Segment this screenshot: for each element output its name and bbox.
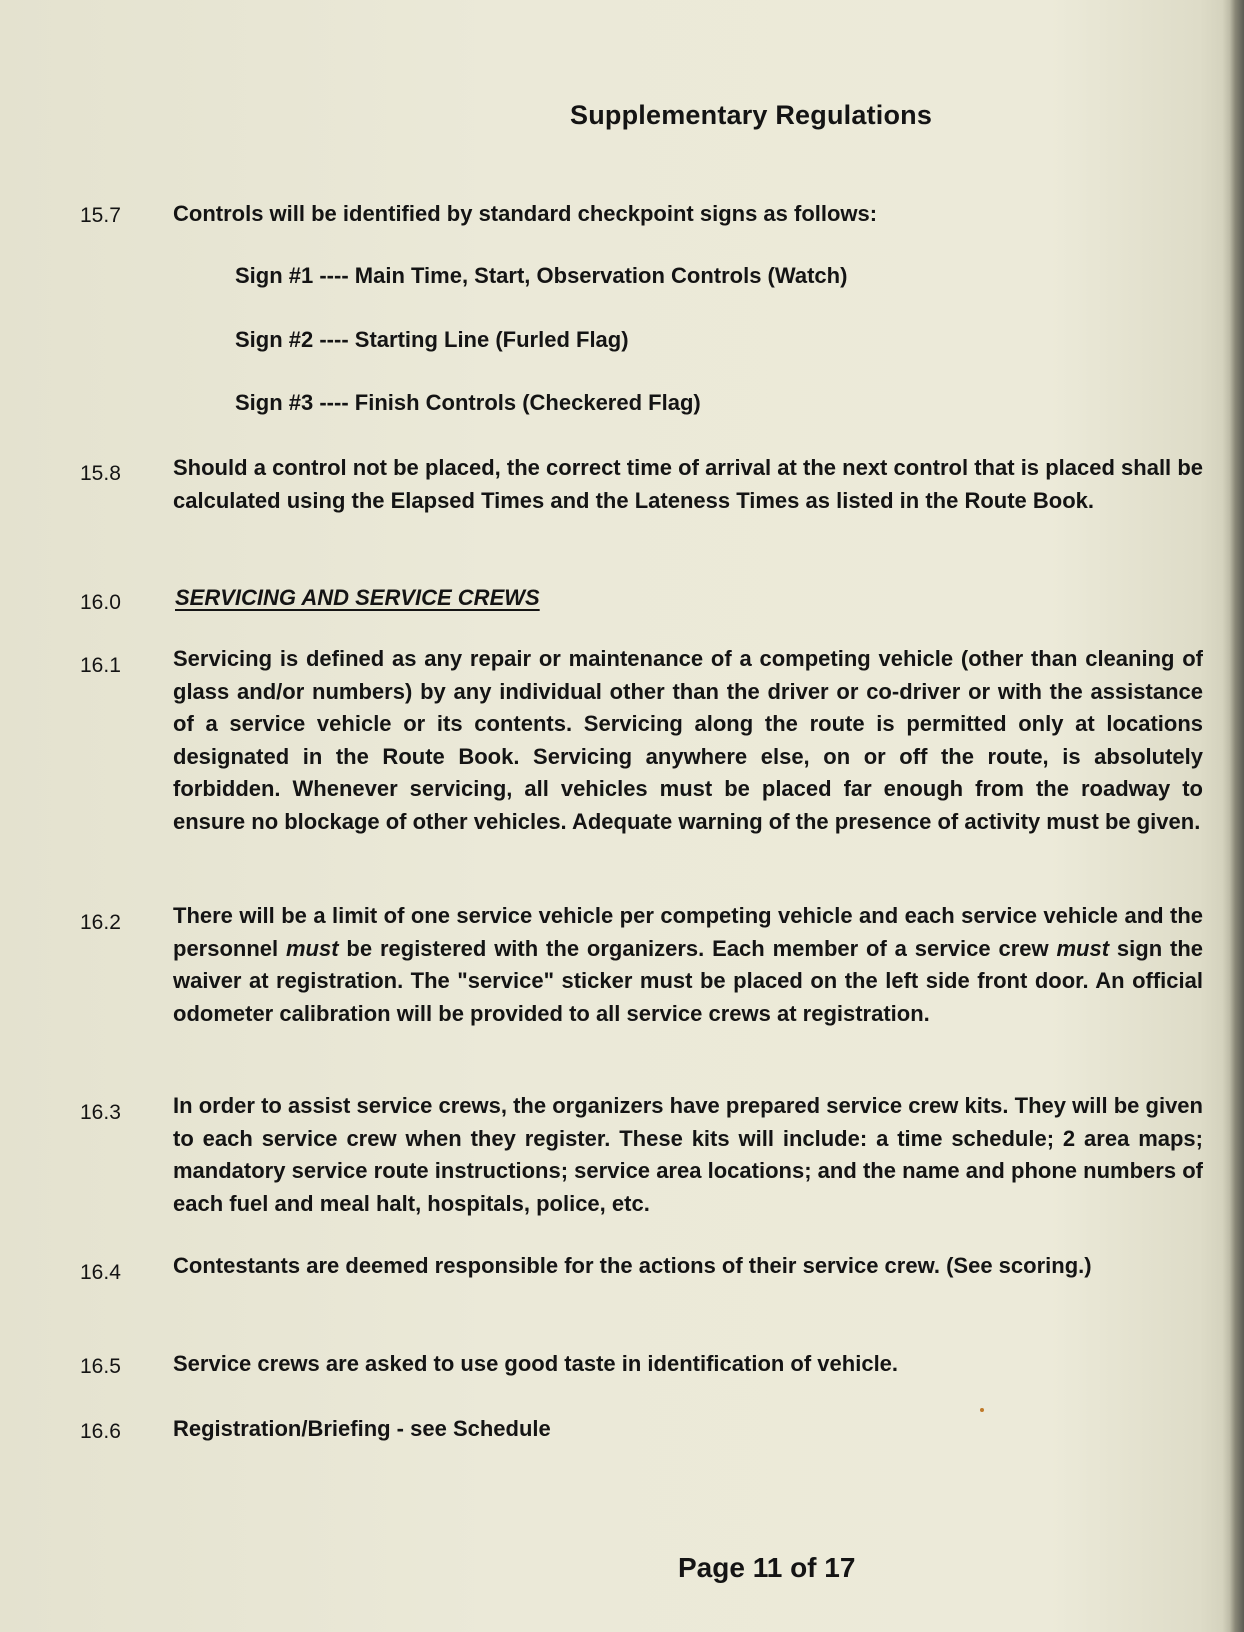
section-text-16-5: Service crews are asked to use good taste in identification of vehicle. — [173, 1351, 899, 1376]
section-text-15-7: Controls will be identified by standard checkpoint signs as follows: — [173, 201, 878, 226]
section-text-16-3: In order to assist service crews, the organizers have prepared service crew kits. They will be given to each service crew when they register. These kits will include: a time schedule; 2 area maps; mandatory service route instructions; service area locations; and the name and phone numbers of each fuel and meal halt, hospitals, police, etc. — [173, 1093, 1203, 1216]
section-text-16-2-part-c: sign the waiver at registration. The "service" sticker must be placed on the left side front door. An official odometer calibration will be provided to all service crews at registration. — [173, 935, 1203, 1026]
section-text-16-2-part-b: be registered with the organizers. Each member of a service crew — [338, 935, 1057, 961]
section-number-16-4: 16.4 — [80, 1261, 121, 1284]
emphasis-must-1: must — [286, 935, 339, 961]
section-text-16-1: Servicing is defined as any repair or maintenance of a competing vehicle (other than cleaning of glass and/or numbers) by any individual other than the driver or co-driver or with the assistance of a service vehicle or its contents. Servicing along the route is permitted only at locations designated in the Route Book. Servicing anywhere else, on or off the route, is absolutely forbidden. Whenever servicing, all vehicles must be placed far enough from the roadway to ensure no blockage of other vehicles. Adequate warning of the presence of activity must be given. — [173, 646, 1203, 834]
section-number-16-5: 16.5 — [80, 1355, 121, 1378]
section-heading-servicing: SERVICING AND SERVICE CREWS — [175, 585, 540, 610]
ink-speck — [980, 1408, 984, 1412]
sign-item-3: Sign #3 ---- Finish Controls (Checkered Flag) — [235, 390, 701, 415]
sign-item-1: Sign #1 ---- Main Time, Start, Observation Controls (Watch) — [235, 263, 848, 288]
section-number-16-0: 16.0 — [80, 591, 121, 614]
page-binding-edge — [1222, 0, 1244, 1632]
section-text-16-6: Registration/Briefing - see Schedule — [173, 1416, 551, 1441]
section-number-15-7: 15.7 — [80, 204, 121, 227]
page-number: Page 11 of 17 — [678, 1552, 856, 1583]
section-text-15-8: Should a control not be placed, the correct time of arrival at the next control that is placed shall be calculated using the Elapsed Times and the Lateness Times as listed in the Route Book. — [173, 455, 1203, 513]
section-text-16-2-part-a: There will be a limit of one service vehicle per competing vehicle and each service vehicle and the personnel — [173, 903, 1203, 961]
section-number-16-2: 16.2 — [80, 911, 121, 934]
section-text-16-2 — [173, 900, 1203, 1030]
section-number-16-3: 16.3 — [80, 1101, 121, 1124]
sign-item-2: Sign #2 ---- Starting Line (Furled Flag) — [235, 327, 629, 352]
section-number-15-8: 15.8 — [80, 462, 121, 485]
section-text-16-4: Contestants are deemed responsible for the actions of their service crew. (See scoring.) — [173, 1253, 1092, 1278]
page-title: Supplementary Regulations — [570, 100, 933, 130]
section-number-16-6: 16.6 — [80, 1420, 121, 1443]
section-number-16-1: 16.1 — [80, 654, 121, 677]
emphasis-must-2: must — [1056, 935, 1110, 961]
